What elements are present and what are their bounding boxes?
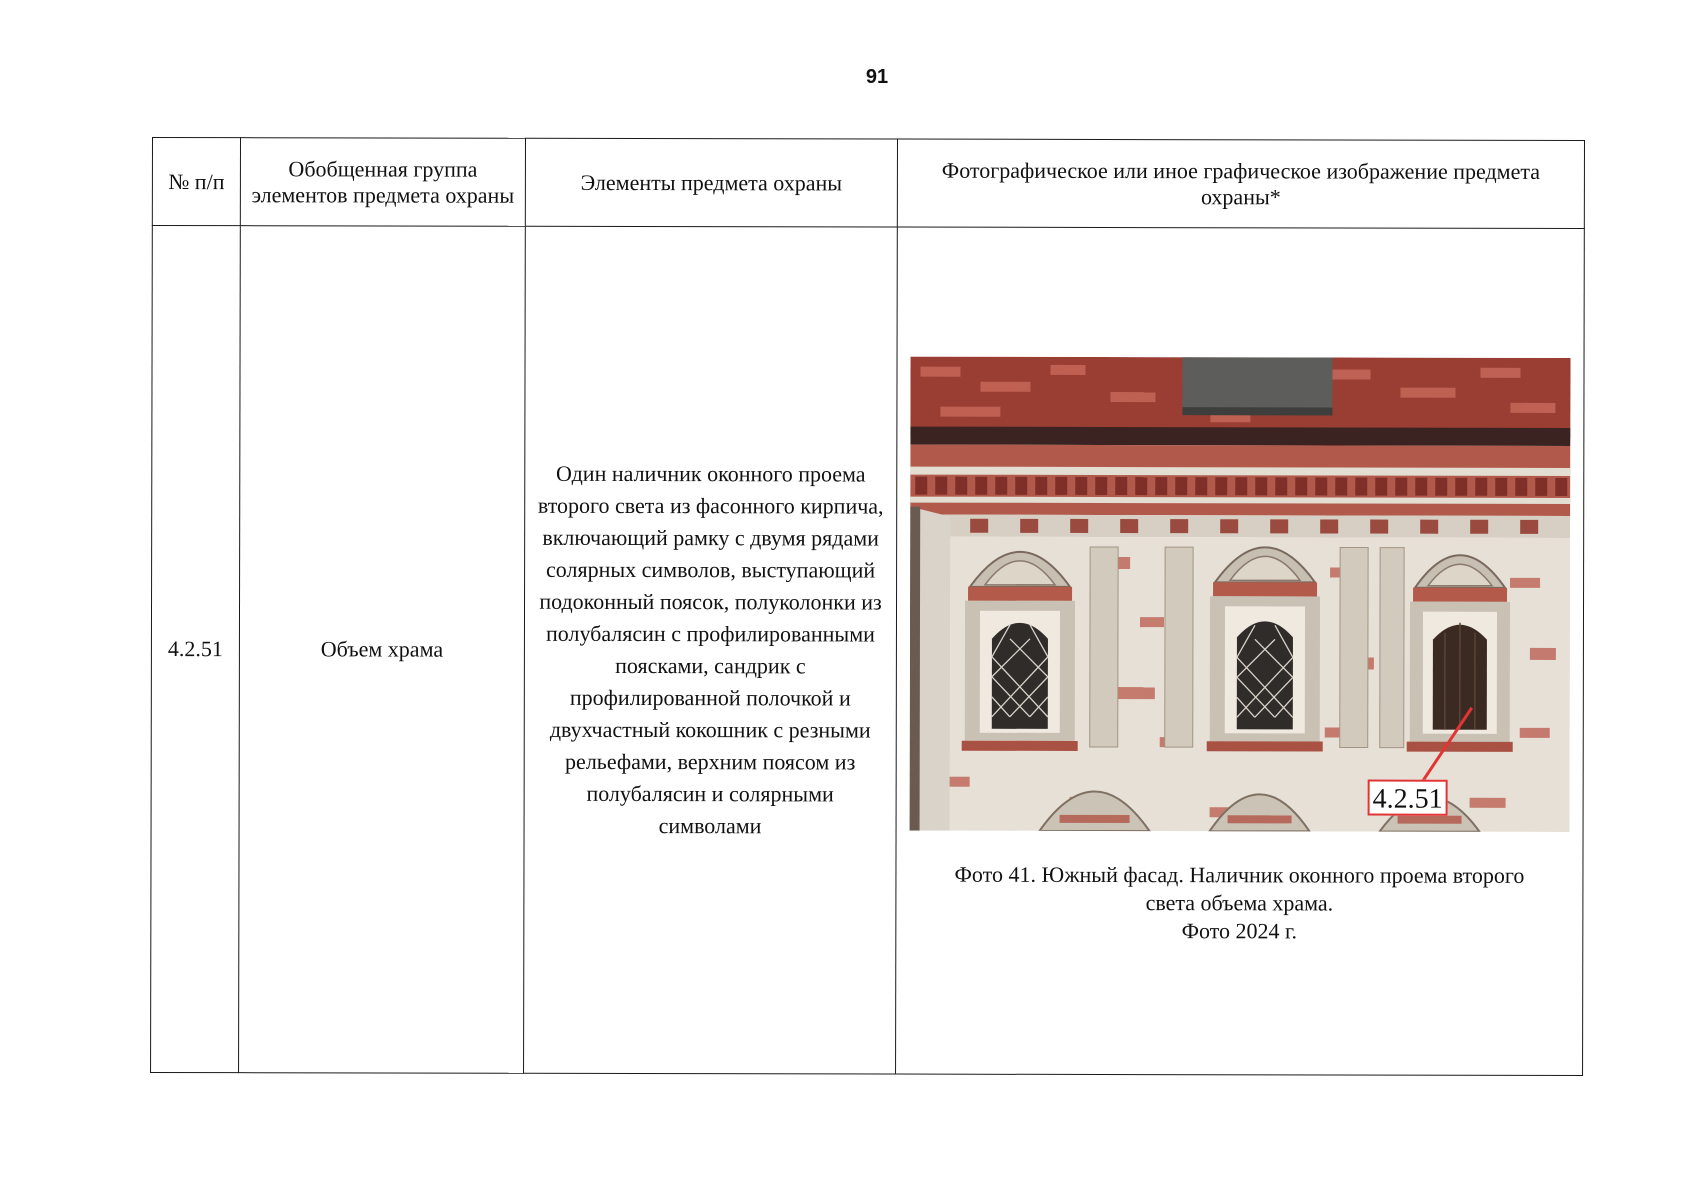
row-num: 4.2.51 (151, 226, 241, 1073)
window-center (1207, 547, 1323, 751)
facade-photo (910, 357, 1571, 832)
row-group: Объем храма (239, 226, 526, 1074)
row-elements (524, 226, 898, 1074)
header-group: Обобщенная группа элементов предмета охраны (240, 138, 525, 227)
caption-line-1: Фото 41. Южный фасад. Наличник оконного проема второго (954, 861, 1525, 888)
header-photo: Фотографическое или иное графическое изображение предмета охраны* (897, 139, 1584, 228)
photo-caption (896, 861, 1582, 946)
caption-line-3: Фото 2024 г. (1181, 918, 1298, 944)
photo-callout-label: 4.2.51 (1368, 780, 1448, 816)
row-photo-cell (896, 227, 1585, 1075)
header-num: № п/п (152, 138, 240, 226)
page-number: 91 (865, 66, 889, 88)
table-row (151, 226, 1585, 1076)
table-header-row (152, 138, 1584, 229)
elements-description: Один наличник оконного проема второго света из фасонного кирпича, включающий рамку с двумя рядами солярных символов, выступающий подоконный поясок, полуколонки из полубалясин с профилированными поясками, сандрик с профилированной полочкой и двухчастный кокошник с резными рельефами, верхним поясом из полубалясин и солярными символами (537, 460, 884, 839)
window-left (962, 552, 1078, 751)
protection-items-table (150, 137, 1585, 1076)
header-elements: Элементы предмета охраны (525, 138, 897, 227)
caption-line-2: света объема храма. (1145, 890, 1334, 916)
window-right (1407, 555, 1513, 752)
facade-photo-wrap (910, 357, 1571, 832)
